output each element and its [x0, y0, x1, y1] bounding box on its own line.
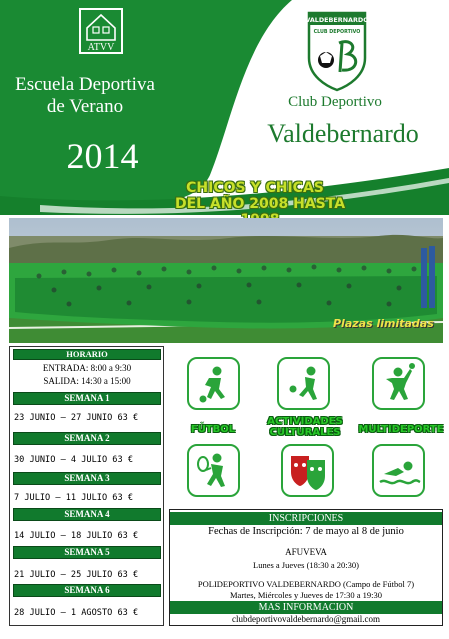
- week-5-header: SEMANA 5: [13, 546, 161, 559]
- salida-time: SALIDA: 14:30 a 15:00: [43, 376, 131, 386]
- week-3-header: SEMANA 3: [13, 472, 161, 485]
- football-kick-icon: [277, 357, 330, 410]
- club-name: Valdebernardo: [267, 119, 419, 148]
- week-2-dates: 30 JUNIO – 4 JULIO 63 €: [14, 455, 133, 465]
- limited-places-caption: Plazas limitadas: [333, 317, 434, 330]
- info-panel: [169, 509, 443, 626]
- atvv-logo: [79, 8, 123, 54]
- actividades-label: [250, 416, 360, 438]
- multideporte-label: MULTIDEPORTE: [358, 424, 444, 435]
- actividades-line2: CULTURALES: [269, 427, 341, 438]
- contact-email[interactable]: clubdeportivovaldebernardo@gmail.com: [232, 614, 380, 624]
- school-title: [0, 74, 170, 118]
- year: 2014: [66, 136, 139, 176]
- club-label: Club Deportivo: [288, 94, 382, 110]
- inscripciones-header: INSCRIPCIONES: [170, 512, 442, 525]
- afuveva-hours: Lunes a Jueves (18:30 a 20:30): [253, 560, 359, 570]
- registration-dates: Fechas de Inscripción: 7 de mayo al 8 de junio: [208, 526, 404, 537]
- week-2-header: SEMANA 2: [13, 432, 161, 445]
- crest-sub-text: CLUB DEPORTIVO: [313, 30, 361, 35]
- week-3-dates: 7 JULIO – 11 JULIO 63 €: [14, 493, 133, 503]
- futbol-label: FÚTBOL: [190, 424, 236, 435]
- week-6-dates: 28 JULIO – 1 AGOSTO 63 €: [14, 608, 139, 618]
- tennis-player-icon: [187, 444, 240, 497]
- club-crest: [306, 10, 368, 92]
- crest-top-text: VALDEBERNARDO: [306, 16, 368, 24]
- horario-header: HORARIO: [13, 349, 161, 360]
- week-5-dates: 21 JULIO – 25 JULIO 63 €: [14, 570, 139, 580]
- school-title-line1: Escuela Deportiva: [15, 74, 155, 95]
- swimmer-icon: [372, 444, 425, 497]
- actividades-line1: ACTIVIDADES: [267, 416, 343, 427]
- logo-text: ATVV: [87, 42, 115, 52]
- week-1-dates: 23 JUNIO – 27 JUNIO 63 €: [14, 413, 139, 423]
- ball-thrower-icon: [372, 357, 425, 410]
- theater-masks-icon: [281, 444, 334, 497]
- tagline-line1: CHICOS Y CHICAS: [186, 180, 324, 196]
- polideportivo-hours: Martes, Miércoles y Jueves de 17:30 a 19:30: [229, 590, 383, 600]
- soccer-player-icon: [187, 357, 240, 410]
- week-4-header: SEMANA 4: [13, 508, 161, 521]
- afuveva-title: AFUVEVA: [285, 547, 327, 557]
- week-1-header: SEMANA 1: [13, 392, 161, 405]
- entrada-time: ENTRADA: 8:00 a 9:30: [42, 363, 132, 373]
- mas-info-header: MAS INFORMACION: [170, 601, 442, 614]
- tagline-line2: DEL AÑO 2008 HASTA: [174, 196, 346, 212]
- school-title-line2: de Verano: [46, 96, 124, 117]
- polideportivo-title: POLIDEPORTIVO VALDEBERNARDO (Campo de Fútbol 7): [197, 579, 415, 589]
- week-6-header: SEMANA 6: [13, 584, 161, 597]
- week-4-dates: 14 JULIO – 18 JULIO 63 €: [14, 531, 139, 541]
